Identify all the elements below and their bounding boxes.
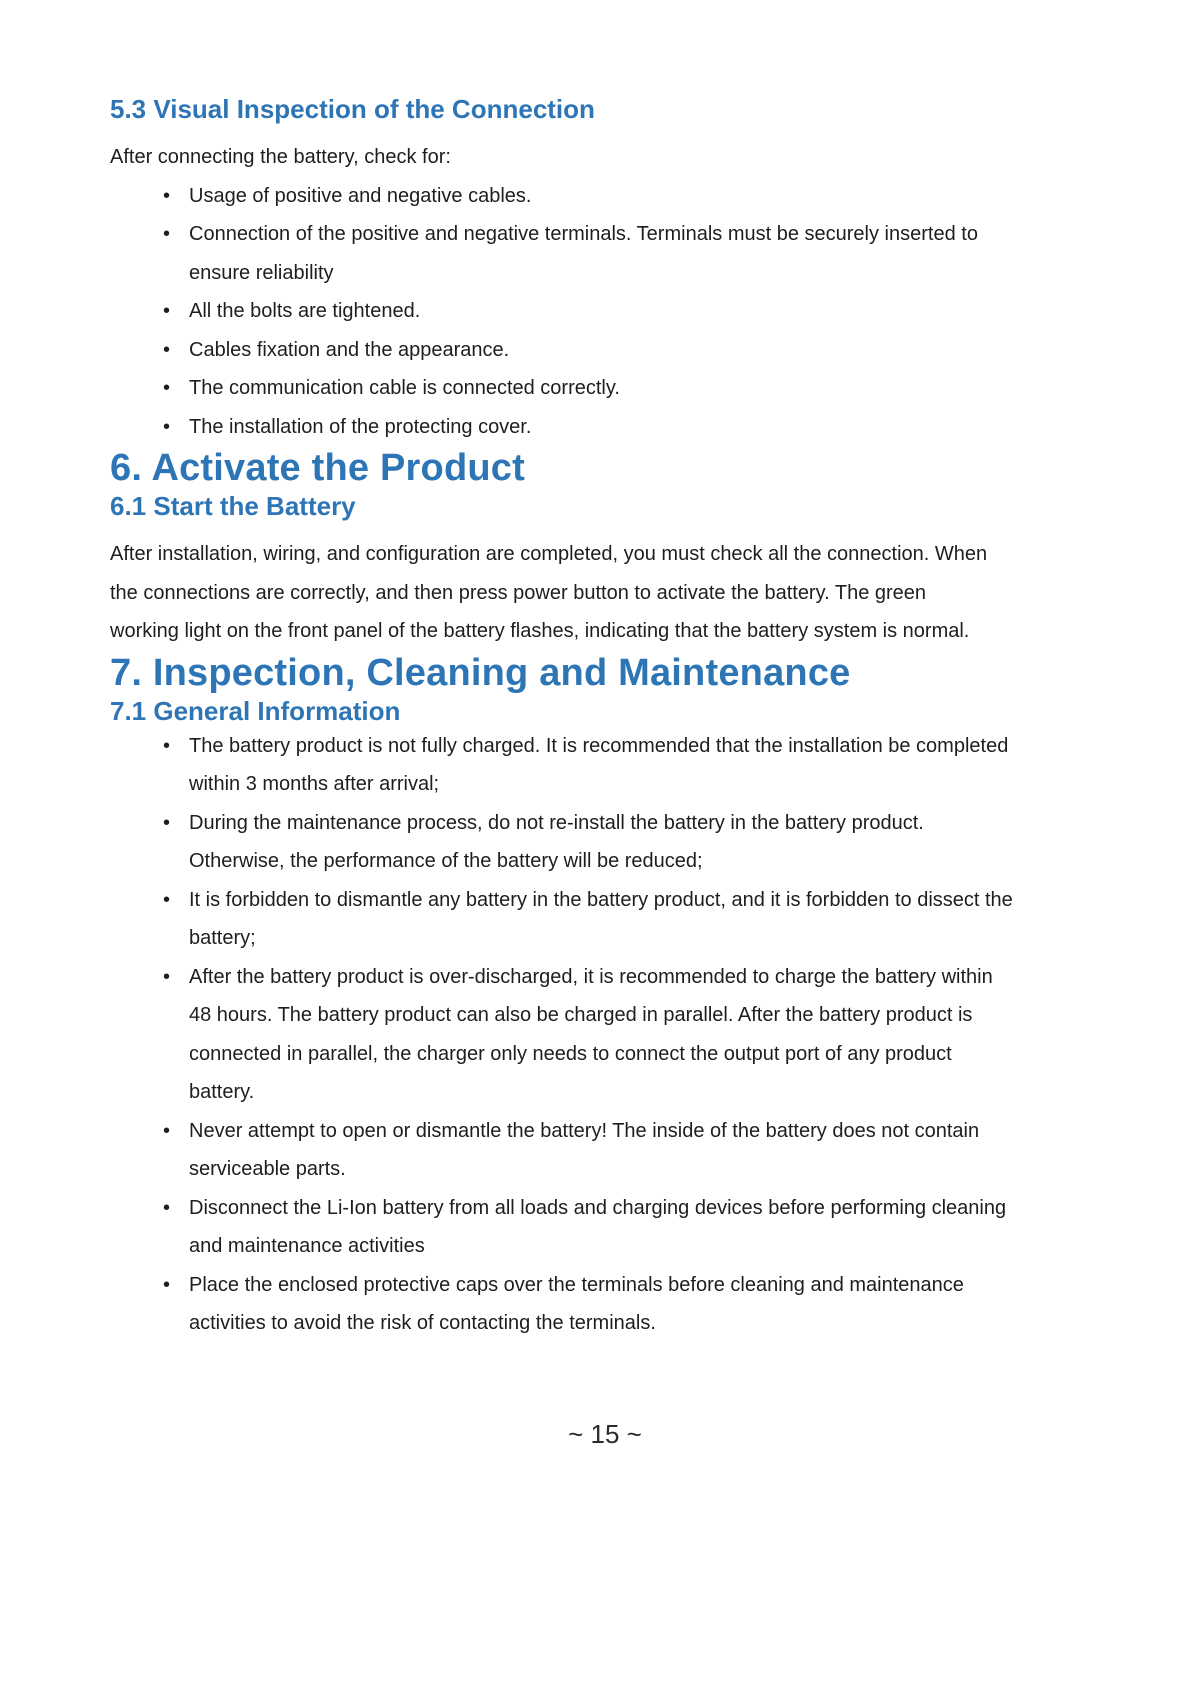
section-heading-7-1: 7.1 General Information <box>110 695 401 726</box>
section-6-1-paragraph: After installation, wiring, and configuration are completed, you must check all the connection. When the connections are correctly, and then press power button to activate the battery. The green working light on the front panel of the battery flashes, indicating that the battery system is normal. <box>110 543 988 642</box>
list-item <box>110 1266 1100 1343</box>
bullet-icon: • <box>163 300 171 322</box>
bullet-icon: • <box>163 734 171 757</box>
list-item <box>110 177 1100 216</box>
section-5-3-intro: After connecting the battery, check for: <box>110 146 451 168</box>
list-item <box>110 215 1100 292</box>
list-item <box>110 369 1100 408</box>
list-item-text: Disconnect the Li-Ion battery from all loads and charging devices before performing cleaning and maintenance activities <box>189 1196 1007 1257</box>
list-item <box>110 881 1100 958</box>
list-item-text: Never attempt to open or dismantle the battery! The inside of the battery does not contain serviceable parts. <box>189 1119 980 1180</box>
list-item <box>110 804 1100 881</box>
list-item <box>110 1189 1100 1266</box>
chapter-heading-7: 7. Inspection, Cleaning and Maintenance <box>110 651 851 694</box>
list-item <box>110 331 1100 370</box>
list-item-text: Connection of the positive and negative terminals. Terminals must be securely inserted to ensure reliability <box>189 223 978 284</box>
list-item-text: Usage of positive and negative cables. <box>189 184 532 207</box>
list-item-text: Place the enclosed protective caps over the terminals before cleaning and maintenance activities to avoid the risk of contacting the terminals. <box>189 1273 964 1334</box>
list-item-text: It is forbidden to dismantle any battery in the battery product, and it is forbidden to dissect the battery; <box>189 888 1013 949</box>
list-item <box>110 1112 1100 1189</box>
list-item <box>110 408 1100 447</box>
list-item-text: The installation of the protecting cover. <box>189 415 532 438</box>
list-item-text: The communication cable is connected correctly. <box>189 377 620 399</box>
list-item <box>110 958 1100 1112</box>
chapter-heading-6: 6. Activate the Product <box>110 447 525 489</box>
bullet-icon: • <box>163 338 171 361</box>
list-item <box>110 292 1100 331</box>
bullet-icon: • <box>163 1119 171 1142</box>
bullet-icon: • <box>163 377 171 399</box>
section-7-1-list <box>110 727 1100 1343</box>
list-item-text: The battery product is not fully charged. It is recommended that the installation be completed within 3 months after arrival; <box>189 734 1009 795</box>
bullet-icon: • <box>163 888 171 911</box>
bullet-icon: • <box>163 1273 171 1296</box>
list-item-text: Cables fixation and the appearance. <box>189 338 510 361</box>
list-item-text: All the bolts are tightened. <box>189 300 421 322</box>
list-item-text: During the maintenance process, do not re-install the battery in the battery product. Otherwise, the performance of the battery will be reduced; <box>189 811 924 872</box>
section-5-3-list <box>110 177 1100 447</box>
bullet-icon: • <box>163 223 171 245</box>
bullet-icon: • <box>163 415 171 438</box>
page-number: ~ 15 ~ <box>568 1418 642 1449</box>
section-heading-5-3: 5.3 Visual Inspection of the Connection <box>110 94 595 124</box>
bullet-icon: • <box>163 1196 171 1219</box>
list-item-text: After the battery product is over-discharged, it is recommended to charge the battery within 48 hours. The battery product can also be charged in parallel. After the battery product is connected in parallel, the charger only needs to connect the output port of any product battery. <box>189 965 993 1103</box>
bullet-icon: • <box>163 811 171 834</box>
list-item <box>110 727 1100 804</box>
section-heading-6-1: 6.1 Start the Battery <box>110 491 356 521</box>
bullet-icon: • <box>163 965 171 988</box>
bullet-icon: • <box>163 184 171 207</box>
